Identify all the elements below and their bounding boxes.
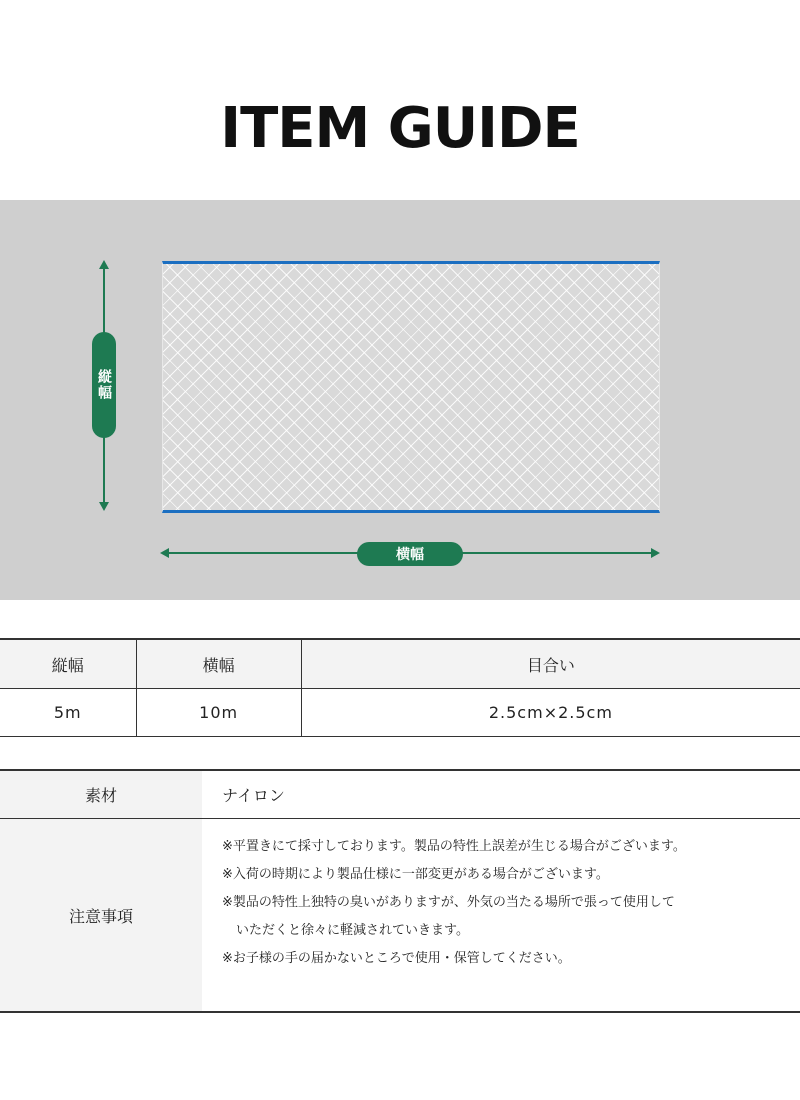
arrow-down-icon	[99, 502, 109, 511]
spec-header-mesh: 目合い	[301, 639, 800, 689]
material-value: ナイロン	[202, 770, 800, 819]
spec-value-height: 5m	[53, 703, 82, 722]
note-item: ※お子様の手の届かないところで使用・保管してください。	[222, 951, 571, 966]
spec-header-width: 横幅	[136, 639, 301, 689]
notes-row	[0, 819, 800, 1013]
size-diagram	[0, 200, 800, 600]
arrow-right-icon	[651, 548, 660, 558]
spec-value-mesh: 2.5cm×2.5cm	[301, 689, 800, 737]
horizontal-dimension-label: 横幅	[357, 542, 463, 566]
spec-value-width: 10m	[136, 689, 301, 737]
net-illustration	[162, 261, 660, 513]
vertical-dimension-label: 縦幅	[92, 332, 116, 438]
note-item: ※平置きにて採寸しております。製品の特性上誤差が生じる場合がございます。	[222, 839, 686, 854]
spec-header-height: 縦幅	[0, 639, 136, 689]
spec-table	[0, 638, 800, 737]
info-table	[0, 769, 800, 1013]
arrow-left-icon	[160, 548, 169, 558]
notes-label: 注意事項	[0, 819, 202, 1013]
spec-header-row	[0, 639, 800, 689]
notes-list	[202, 819, 800, 1013]
note-item: ※製品の特性上独特の臭いがありますが、外気の当たる場所で張って使用して	[222, 895, 675, 910]
page-title: ITEM GUIDE	[220, 96, 580, 161]
material-label: 素材	[0, 770, 202, 819]
note-item: いただくと徐々に軽減されていきます。	[236, 923, 469, 938]
material-row	[0, 770, 800, 819]
spec-value-row	[0, 689, 800, 737]
note-item: ※入荷の時期により製品仕様に一部変更がある場合がございます。	[222, 867, 609, 882]
arrow-up-icon	[99, 260, 109, 269]
